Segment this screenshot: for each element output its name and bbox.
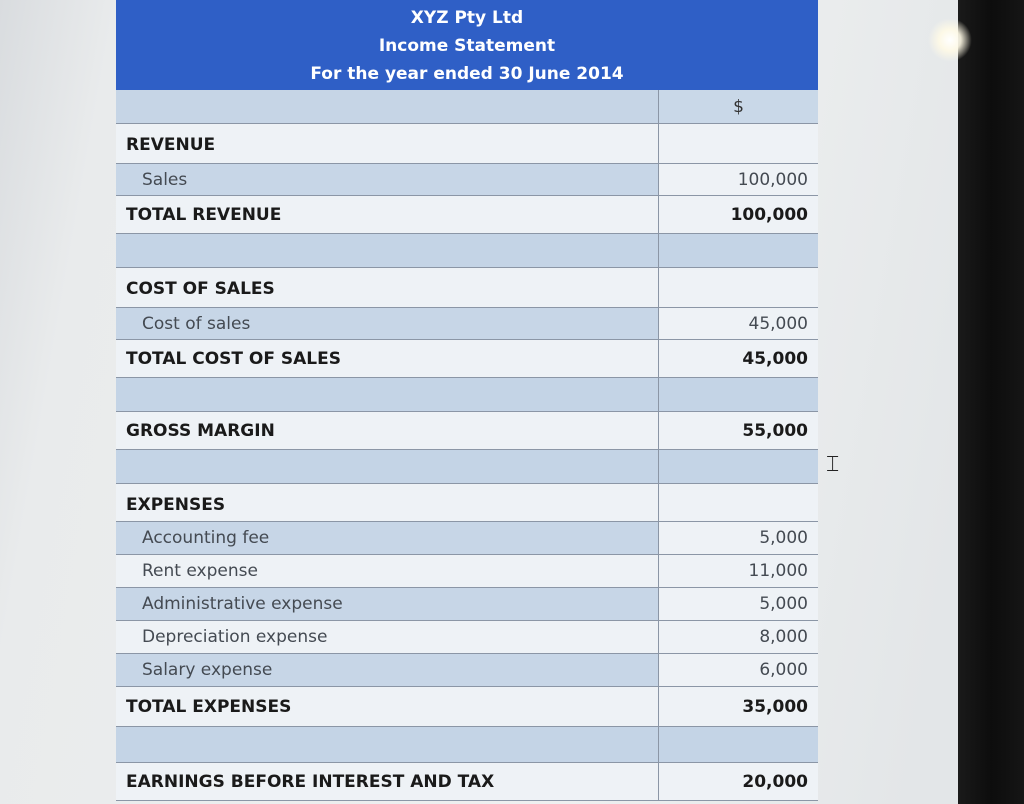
expense-value[interactable]: 8,000 (759, 627, 808, 647)
expense-row (116, 654, 818, 687)
expense-value[interactable]: 5,000 (659, 588, 818, 620)
expenses-heading[interactable]: EXPENSES (116, 484, 659, 521)
total-cos-value[interactable]: 45,000 (742, 348, 808, 369)
company-name: XYZ Pty Ltd (410, 8, 524, 28)
currency-row-label-cell[interactable] (116, 90, 659, 123)
ebit-row (116, 763, 818, 801)
expense-label[interactable]: Rent expense (116, 555, 659, 587)
spacer-cell[interactable] (116, 234, 659, 267)
total-expenses-label[interactable]: TOTAL EXPENSES (116, 687, 659, 726)
spacer-row (116, 234, 818, 268)
expense-value[interactable]: 11,000 (748, 561, 808, 581)
spacer-row (116, 378, 818, 412)
currency-symbol: $ (733, 96, 744, 117)
cos-label[interactable]: Cost of sales (116, 308, 659, 339)
spacer-cell[interactable] (116, 727, 659, 762)
expense-label[interactable]: Administrative expense (116, 588, 659, 620)
statement-title: Income Statement (378, 36, 556, 56)
ebit-label[interactable]: EARNINGS BEFORE INTEREST AND TAX (116, 763, 659, 800)
currency-row (116, 90, 818, 124)
expense-row (116, 588, 818, 621)
spacer-cell[interactable] (116, 450, 659, 483)
expense-label[interactable]: Depreciation expense (116, 621, 659, 653)
revenue-heading-row (116, 124, 818, 164)
statement-header (116, 0, 818, 90)
expense-row (116, 522, 818, 555)
expense-label[interactable]: Accounting fee (116, 522, 659, 554)
spacer-cell[interactable] (659, 378, 818, 411)
total-cos-label[interactable]: TOTAL COST OF SALES (116, 340, 659, 377)
sales-value[interactable]: 100,000 (659, 164, 818, 195)
expenses-heading-row (116, 484, 818, 522)
total-revenue-value[interactable]: 100,000 (730, 204, 808, 225)
revenue-heading-value-cell[interactable] (659, 124, 818, 163)
monitor-bezel (958, 0, 1024, 804)
sales-row (116, 164, 818, 196)
total-revenue-label[interactable]: TOTAL REVENUE (116, 196, 659, 233)
expense-value[interactable]: 6,000 (659, 654, 818, 686)
cos-value[interactable]: 45,000 (659, 308, 818, 339)
spacer-cell[interactable] (659, 234, 818, 267)
total-revenue-row (116, 196, 818, 234)
total-expenses-value[interactable]: 35,000 (742, 696, 808, 717)
cos-row (116, 308, 818, 340)
expense-row (116, 621, 818, 654)
spacer-row (116, 727, 818, 763)
spacer-cell[interactable] (659, 450, 818, 483)
revenue-heading[interactable]: REVENUE (116, 124, 659, 163)
cos-heading[interactable]: COST OF SALES (116, 268, 659, 307)
ebit-value[interactable]: 20,000 (742, 771, 808, 792)
expense-value[interactable]: 5,000 (659, 522, 818, 554)
cos-heading-value-cell[interactable] (659, 268, 818, 307)
gross-margin-row (116, 412, 818, 450)
total-expenses-row (116, 687, 818, 727)
expense-label[interactable]: Salary expense (116, 654, 659, 686)
expense-row (116, 555, 818, 588)
spacer-cell[interactable] (659, 727, 818, 762)
currency-cell[interactable] (659, 90, 818, 123)
cos-heading-row (116, 268, 818, 308)
gross-margin-label[interactable]: GROSS MARGIN (116, 412, 659, 449)
light-glare (928, 18, 972, 62)
statement-period: For the year ended 30 June 2014 (310, 64, 624, 84)
spacer-row (116, 450, 818, 484)
text-cursor-icon: ⌶ (826, 452, 840, 477)
spacer-cell[interactable] (116, 378, 659, 411)
total-cos-row (116, 340, 818, 378)
sales-label[interactable]: Sales (116, 164, 659, 195)
income-statement-sheet (116, 0, 818, 804)
expenses-heading-value-cell[interactable] (659, 484, 818, 521)
gross-margin-value[interactable]: 55,000 (742, 420, 808, 441)
